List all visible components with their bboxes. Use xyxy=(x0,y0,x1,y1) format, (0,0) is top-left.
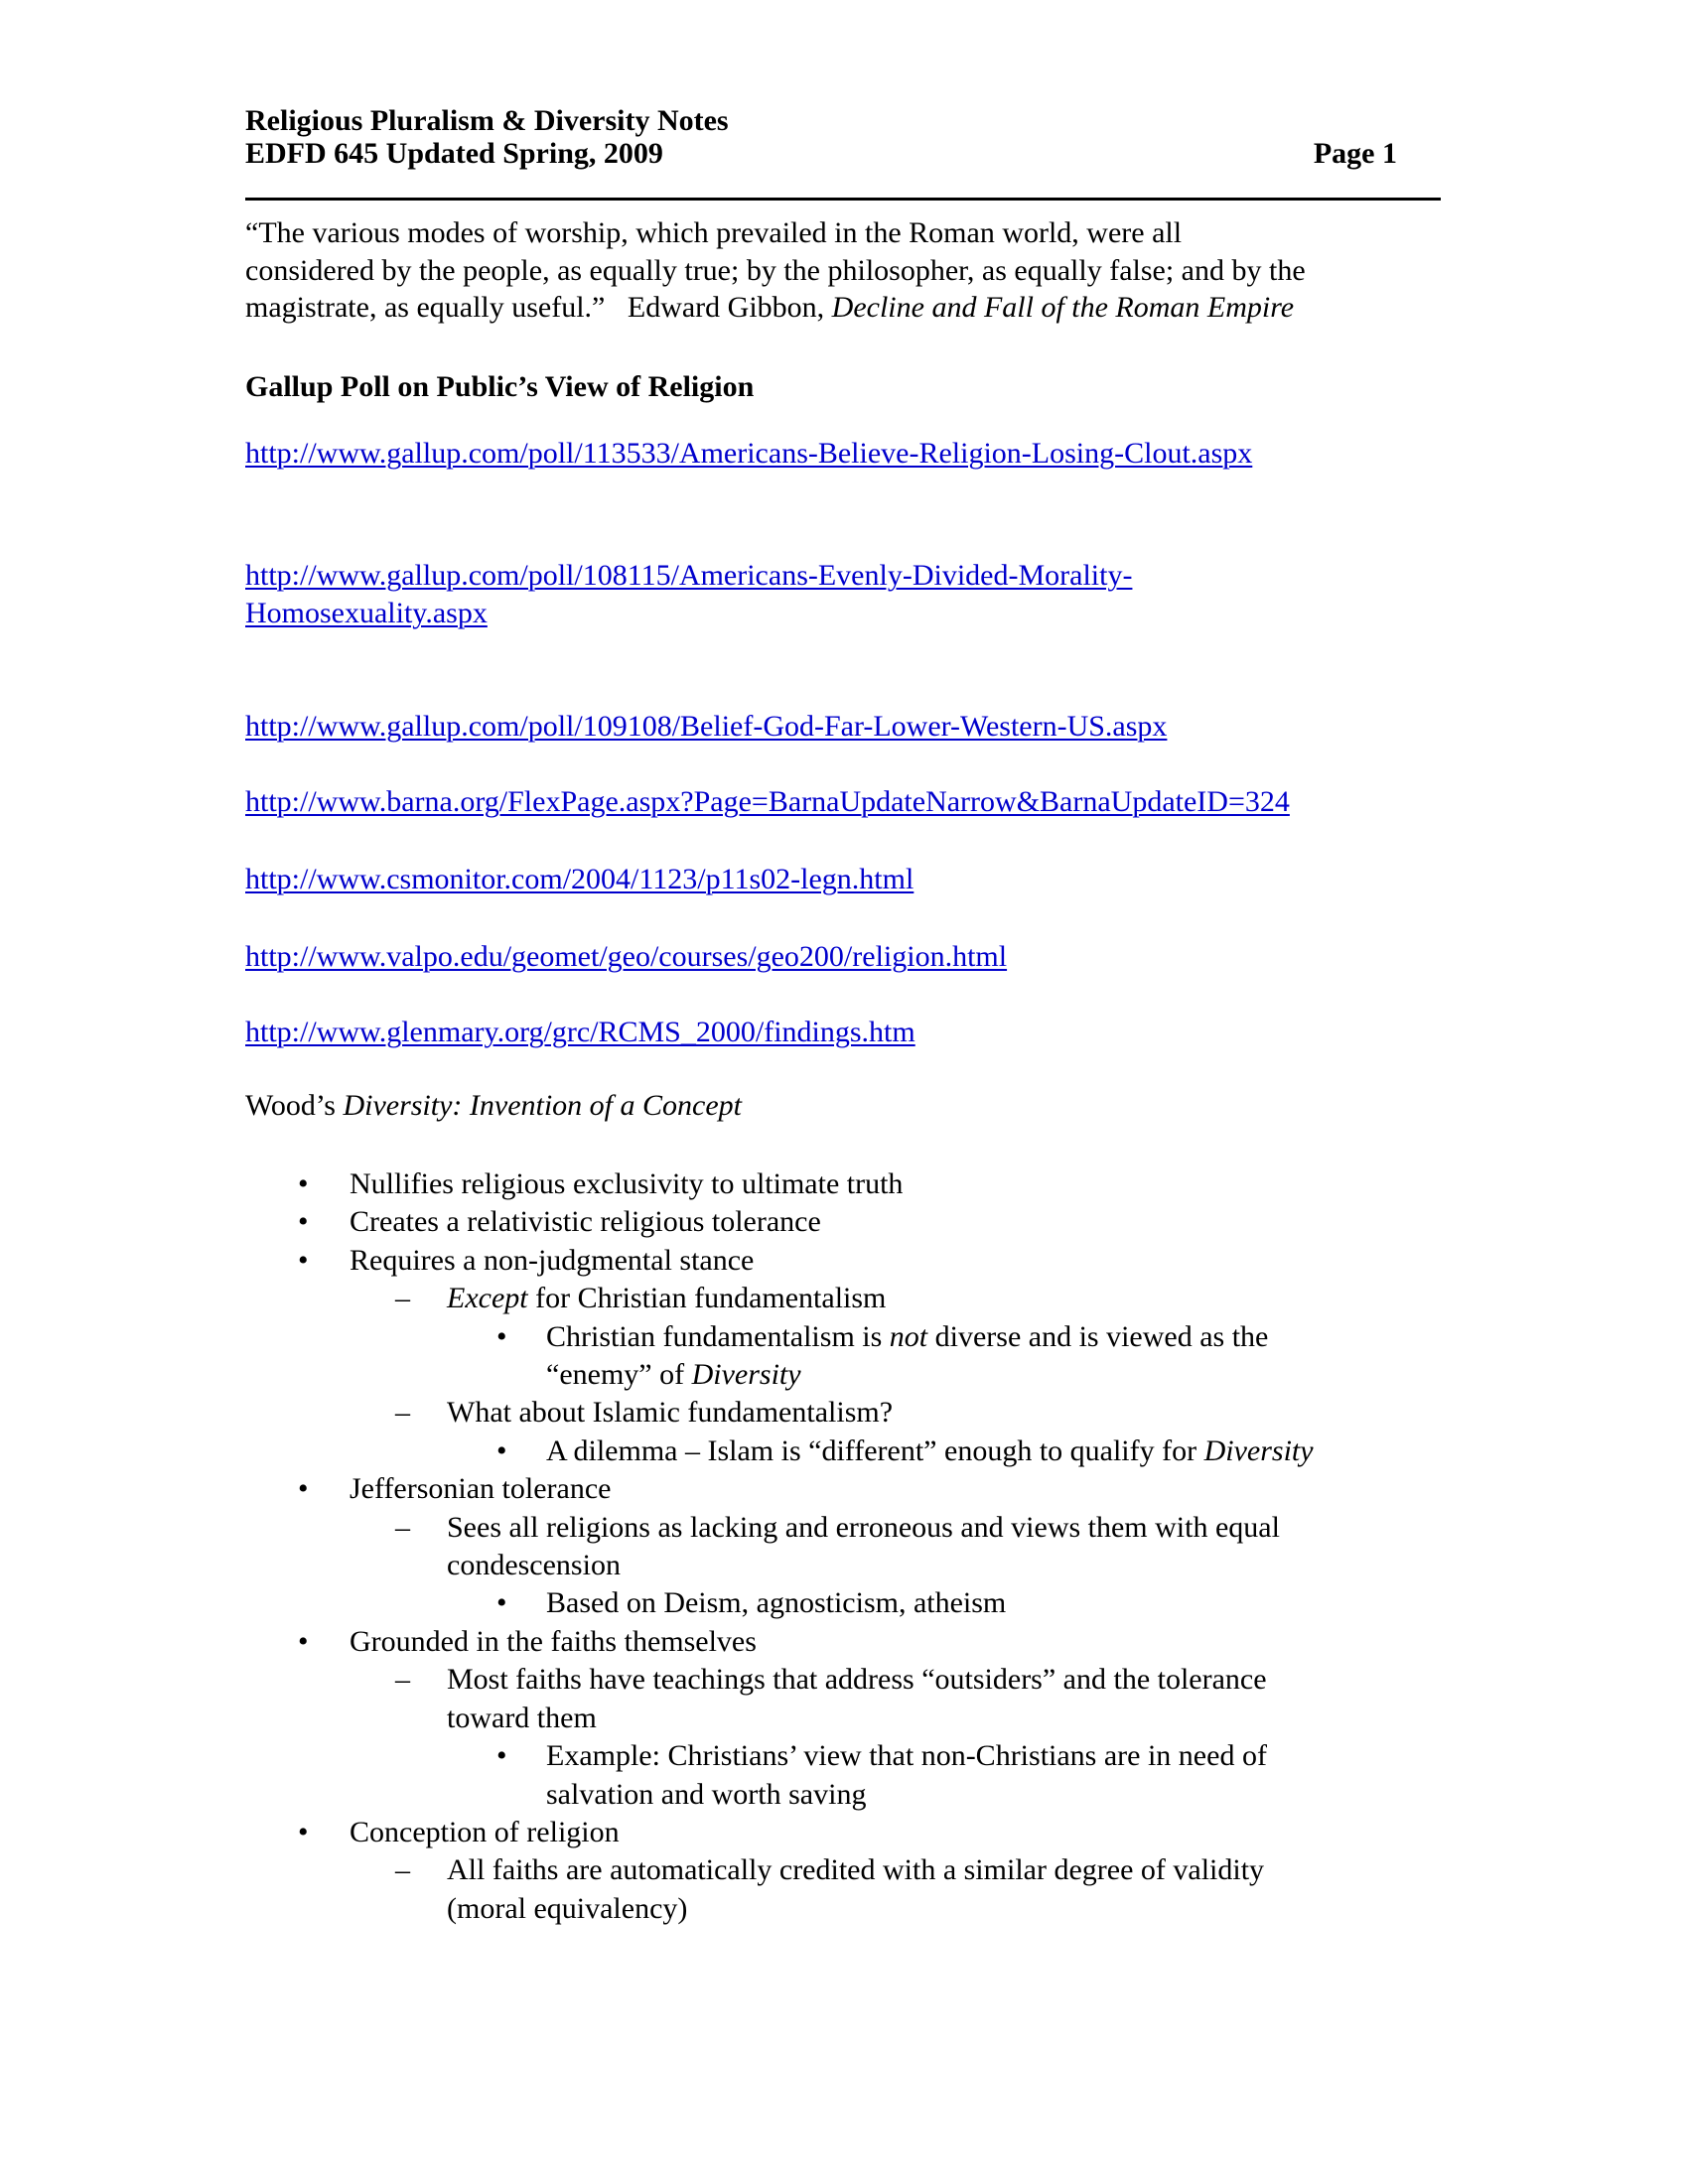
dash-icon: – xyxy=(395,1510,410,1544)
dash-icon: – xyxy=(395,1282,410,1315)
list-item xyxy=(0,1394,1688,1432)
list-item-text: Example: Christians’ view that non-Christians are in need of xyxy=(546,1739,1267,1773)
list-item-text: Nullifies religious exclusivity to ultimate truth xyxy=(350,1167,904,1200)
list-item xyxy=(0,1623,1688,1661)
list-item-text: diverse and is viewed as the xyxy=(927,1319,1269,1353)
woods-prefix: Wood’s xyxy=(245,1089,344,1122)
list-item-continuation xyxy=(546,1356,1688,1394)
quote-line-text: magistrate, as equally useful.” Edward Gibbon, xyxy=(245,291,832,325)
woods-heading xyxy=(245,1087,742,1125)
list-item xyxy=(0,1433,1688,1470)
list-item-continuation: (moral equivalency) xyxy=(447,1891,688,1925)
list-item-text: All faiths are automatically credited with a similar degree of validity xyxy=(447,1853,1265,1887)
list-item-text: “enemy” of xyxy=(546,1358,692,1392)
quote-line: “The various modes of worship, which prevailed in the Roman world, were all xyxy=(245,216,1183,249)
link-barna[interactable] xyxy=(245,783,1290,821)
list-item-text: Based on Deism, agnosticism, atheism xyxy=(546,1586,1007,1620)
quote-line xyxy=(245,289,1306,327)
quote-source-title: Decline and Fall of the Roman Empire xyxy=(831,291,1295,325)
list-item-text: A dilemma – Islam is “different” enough to qualify for xyxy=(546,1433,1204,1467)
bullet-icon: • xyxy=(496,1739,507,1773)
link-gallup-109108[interactable] xyxy=(245,708,1167,746)
list-item-text: Christian fundamentalism is xyxy=(546,1319,890,1353)
quote-line: considered by the people, as equally true; by the philosopher, as equally false; and by the xyxy=(245,253,1306,287)
list-item-text: Creates a relativistic religious tolerance xyxy=(350,1205,821,1239)
link-gallup-113533[interactable] xyxy=(245,435,1252,473)
list-item-text: What about Islamic fundamentalism? xyxy=(447,1396,894,1430)
course-subtitle: EDFD 645 Updated Spring, 2009 xyxy=(245,137,663,170)
list-item xyxy=(0,1661,1688,1737)
list-item xyxy=(0,1851,1688,1928)
link-csmonitor[interactable] xyxy=(245,861,914,898)
bullet-icon: • xyxy=(496,1319,507,1353)
list-item-text: Grounded in the faiths themselves xyxy=(350,1624,757,1658)
document-title: Religious Pluralism & Diversity Notes xyxy=(245,104,729,137)
link-text[interactable]: http://www.gallup.com/poll/113533/Americans-Believe-Religion-Losing-Clout.aspx xyxy=(245,437,1253,470)
bullet-icon: • xyxy=(298,1243,309,1277)
bullet-icon: • xyxy=(298,1815,309,1848)
list-item-text: for Christian fundamentalism xyxy=(527,1282,887,1315)
list-item xyxy=(0,1814,1688,1851)
list-item-text: Sees all religions as lacking and erroneous and views them with equal xyxy=(447,1510,1280,1544)
list-item-italic: not xyxy=(889,1319,928,1353)
link-valpo[interactable] xyxy=(245,938,1007,976)
list-item-italic: Diversity xyxy=(691,1358,801,1392)
list-item-text: Jeffersonian tolerance xyxy=(350,1472,612,1506)
link-text[interactable]: http://www.valpo.edu/geomet/geo/courses/geo200/religion.html xyxy=(245,940,1008,973)
bullet-icon: • xyxy=(496,1586,507,1620)
list-item xyxy=(0,1584,1688,1622)
diversity-outline xyxy=(0,1165,1688,1928)
list-item xyxy=(0,1509,1688,1585)
page-number: Page 1 xyxy=(1313,137,1397,170)
link-text[interactable]: http://www.gallup.com/poll/108115/Americans-Evenly-Divided-Morality- xyxy=(245,559,1133,592)
bullet-icon: • xyxy=(298,1472,309,1506)
dash-icon: – xyxy=(395,1396,410,1430)
gibbon-quote xyxy=(245,214,1306,327)
header-divider xyxy=(245,198,1441,201)
list-item-italic: Except xyxy=(447,1282,528,1315)
list-item-text: Most faiths have teachings that address “outsiders” and the tolerance xyxy=(447,1663,1267,1697)
list-item-text: Conception of religion xyxy=(350,1815,620,1848)
list-item xyxy=(0,1203,1688,1241)
list-item-continuation: salvation and worth saving xyxy=(546,1777,867,1811)
list-item-continuation: condescension xyxy=(447,1549,621,1582)
link-text-continued[interactable]: Homosexuality.aspx xyxy=(245,597,488,629)
list-item xyxy=(0,1318,1688,1395)
woods-book-title: Diversity: Invention of a Concept xyxy=(343,1089,742,1122)
bullet-icon: • xyxy=(298,1624,309,1658)
list-item xyxy=(0,1165,1688,1203)
dash-icon: – xyxy=(395,1853,410,1887)
list-item-text: Requires a non-judgmental stance xyxy=(350,1243,755,1277)
list-item xyxy=(0,1242,1688,1280)
list-item-continuation: toward them xyxy=(447,1701,597,1734)
dash-icon: – xyxy=(395,1663,410,1697)
bullet-icon: • xyxy=(298,1167,309,1200)
link-text[interactable]: http://www.glenmary.org/grc/RCMS_2000/findings.htm xyxy=(245,1016,915,1048)
list-item xyxy=(0,1470,1688,1508)
link-text[interactable]: http://www.barna.org/FlexPage.aspx?Page=BarnaUpdateNarrow&BarnaUpdateID=324 xyxy=(245,785,1290,818)
list-item xyxy=(0,1280,1688,1317)
link-text[interactable]: http://www.csmonitor.com/2004/1123/p11s02-legn.html xyxy=(245,863,914,895)
list-item-italic: Diversity xyxy=(1203,1433,1314,1467)
list-item xyxy=(0,1737,1688,1814)
bullet-icon: • xyxy=(298,1205,309,1239)
bullet-icon: • xyxy=(496,1433,507,1467)
section-heading-gallup: Gallup Poll on Public’s View of Religion xyxy=(245,370,755,403)
link-gallup-108115[interactable] xyxy=(245,557,1132,632)
link-glenmary[interactable] xyxy=(245,1014,915,1051)
link-text[interactable]: http://www.gallup.com/poll/109108/Belief-God-Far-Lower-Western-US.aspx xyxy=(245,710,1168,743)
